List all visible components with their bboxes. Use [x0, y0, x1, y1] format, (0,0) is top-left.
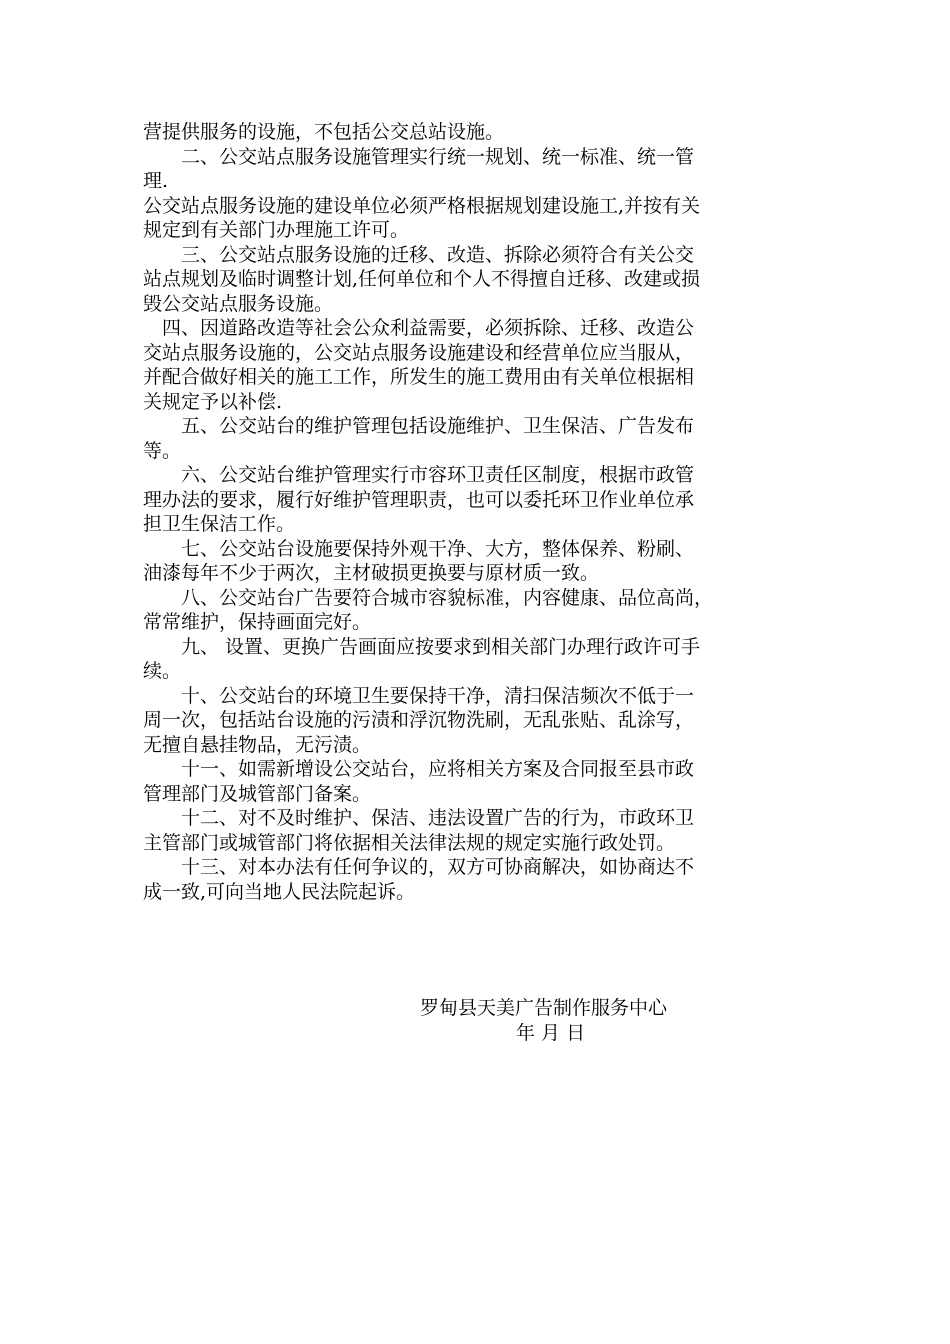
- body-line: 交站点服务设施的，公交站点服务设施建设和经营单位应当服从，: [143, 341, 695, 364]
- document-body: [143, 120, 808, 904]
- signature-organization: 罗甸县天美广告制作服务中心: [420, 997, 668, 1019]
- body-line: 站点规划及临时调整计划,任何单位和个人不得擅自迁移、改建或损: [143, 268, 701, 290]
- body-line: 续。: [143, 660, 182, 682]
- body-line: 主管部门或城管部门将依据相关法律法规的规定实施行政处罚。: [143, 831, 676, 854]
- body-line: 理办法的要求，履行好维护管理职责，也可以委托环卫作业单位承: [143, 488, 695, 511]
- signature-date: 年 月 日: [516, 1022, 586, 1044]
- body-line: 九、 设置、更换广告画面应按要求到相关部门办理行政许可手: [143, 635, 701, 658]
- body-line: 四、因道路改造等社会公众利益需要，必须拆除、迁移、改造公: [143, 317, 695, 339]
- body-line: 理.: [143, 170, 169, 192]
- signature-block: [420, 996, 667, 1046]
- body-line: 十二、对不及时维护、保洁、违法设置广告的行为，市政环卫: [143, 807, 695, 829]
- body-line: 常常维护，保持画面完好。: [143, 611, 372, 633]
- body-line: 成一致,可向当地人民法院起诉。: [143, 880, 416, 903]
- body-line: 等。: [143, 439, 182, 462]
- body-line: 营提供服务的设施，不包括公交总站设施。: [143, 121, 505, 143]
- body-line: 五、公交站台的维护管理包括设施维护、卫生保洁、广告发布: [143, 415, 695, 437]
- body-line: 八、公交站台广告要符合城市容貌标准，内容健康、品位高尚，: [143, 586, 714, 609]
- body-line: 管理部门及城管部门备案。: [143, 782, 372, 805]
- body-line: 规定到有关部门办理施工许可。: [143, 219, 410, 241]
- body-line: 二、公交站点服务设施管理实行统一规划、统一标准、统一管: [143, 145, 695, 168]
- body-line: 周一次，包括站台设施的污渍和浮沉物洗刷，无乱张贴、乱涂写，: [143, 709, 695, 731]
- body-line: 三、公交站点服务设施的迁移、改造、拆除必须符合有关公交: [143, 243, 695, 266]
- body-line: 公交站点服务设施的建设单位必须严格根据规划建设施工,并按有关: [143, 194, 701, 217]
- body-line: 毁公交站点服务设施。: [143, 292, 334, 315]
- body-line: 无擅自悬挂物品，无污渍。: [143, 733, 372, 756]
- body-line: 并配合做好相关的施工工作，所发生的施工费用由有关单位根据相: [143, 366, 695, 388]
- body-line: 油漆每年不少于两次，主材破损更换要与原材质一致。: [143, 562, 600, 584]
- body-line: 关规定予以补偿.: [143, 390, 283, 413]
- body-line: 十一、如需新增设公交站台，应将相关方案及合同报至县市政: [143, 758, 695, 780]
- body-line: 担卫生保洁工作。: [143, 513, 296, 535]
- body-line: 十三、对本办法有任何争议的，双方可协商解决，如协商达不: [143, 856, 695, 878]
- body-line: 六、公交站台维护管理实行市容环卫责任区制度，根据市政管: [143, 464, 695, 486]
- body-line: 十、公交站台的环境卫生要保持干净，清扫保洁频次不低于一: [143, 684, 695, 707]
- body-line: 七、公交站台设施要保持外观干净、大方，整体保养、粉刷、: [143, 537, 695, 560]
